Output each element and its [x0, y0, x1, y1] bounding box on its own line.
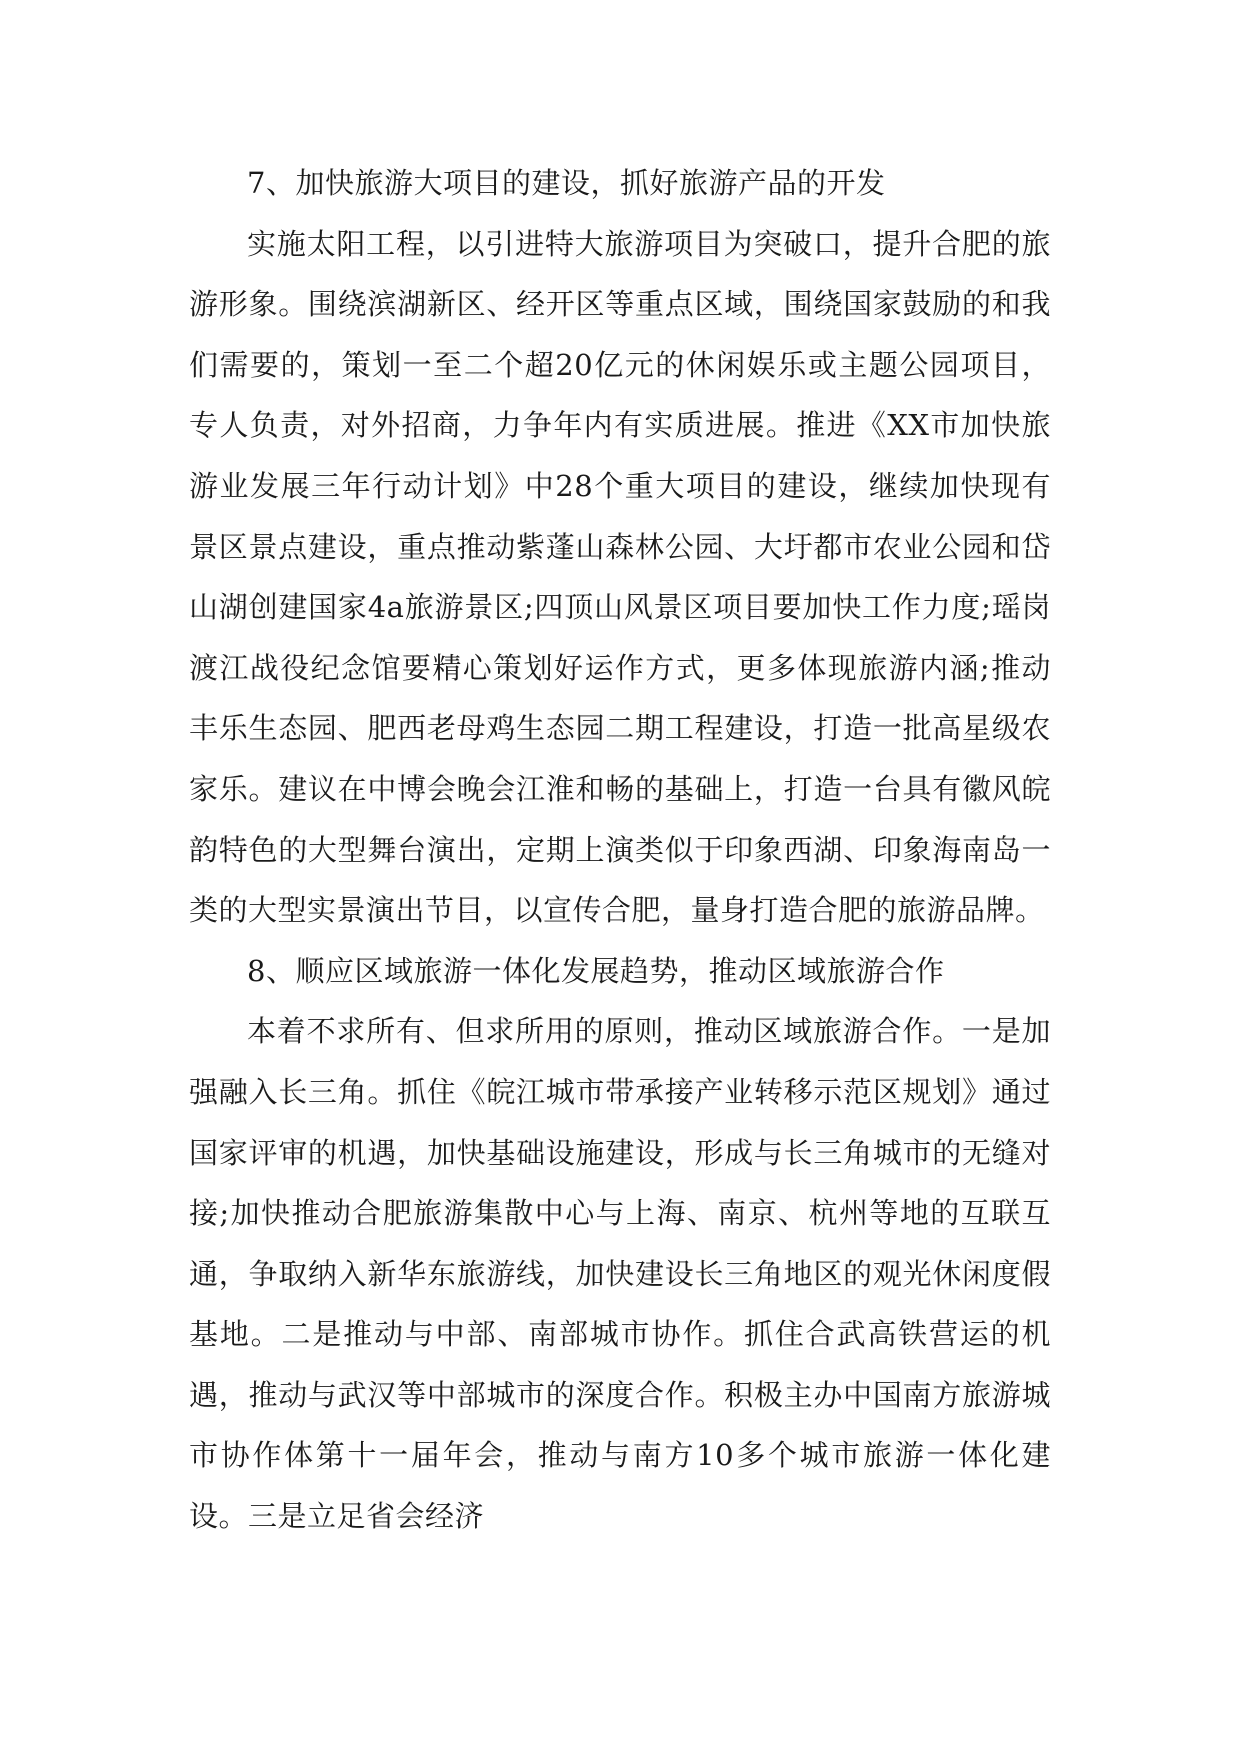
section-8-paragraph: 本着不求所有、但求所用的原则，推动区域旅游合作。一是加强融入长三角。抓住《皖江城市带承接产业转移示范区规划》通过国家评审的机遇，加快基础设施建设，形成与长三角城市的无缝对接;加快推动合肥旅游集散中心与上海、南京、杭州等地的互联互通，争取纳入新华东旅游线，加快建设长三角地区的观光休闲度假基地。二是推动与中部、南部城市协作。抓住合武高铁营运的机遇，推动与武汉等中部城市的深度合作。积极主办中国南方旅游城市协作体第十一届年会，推动与南方10多个城市旅游一体化建设。三是立足省会经济 — [189, 1014, 1051, 1534]
document-body — [189, 153, 1051, 1547]
section-7-heading: 7、加快旅游大项目的建设，抓好旅游产品的开发 — [247, 166, 886, 200]
section-8-heading: 8、顺应区域旅游一体化发展趋势，推动区域旅游合作 — [247, 953, 945, 988]
section-7-paragraph: 实施太阳工程，以引进特大旅游项目为突破口，提升合肥的旅游形象。围绕滨湖新区、经开区等重点区域，围绕国家鼓励的和我们需要的，策划一至二个超20亿元的休闲娱乐或主题公园项目，专人负责，对外招商，力争年内有实质进展。推进《XX市加快旅游业发展三年行动计划》中28个重大项目的建设，继续加快现有景区景点建设，重点推动紫蓬山森林公园、大圩都市农业公园和岱山湖创建国家4a旅游景区;四顶山风景区项目要加快工作力度;瑶岗渡江战役纪念馆要精心策划好运作方式，更多体现旅游内涵;推动丰乐生态园、肥西老母鸡生态园二期工程建设，打造一批高星级农家乐。建议在中博会晚会江淮和畅的基础上，打造一台具有徽风皖韵特色的大型舞台演出，定期上演类似于印象西湖、印象海南岛一类的大型实景演出节目，以宣传合肥，量身打造合肥的旅游品牌。 — [189, 226, 1051, 928]
